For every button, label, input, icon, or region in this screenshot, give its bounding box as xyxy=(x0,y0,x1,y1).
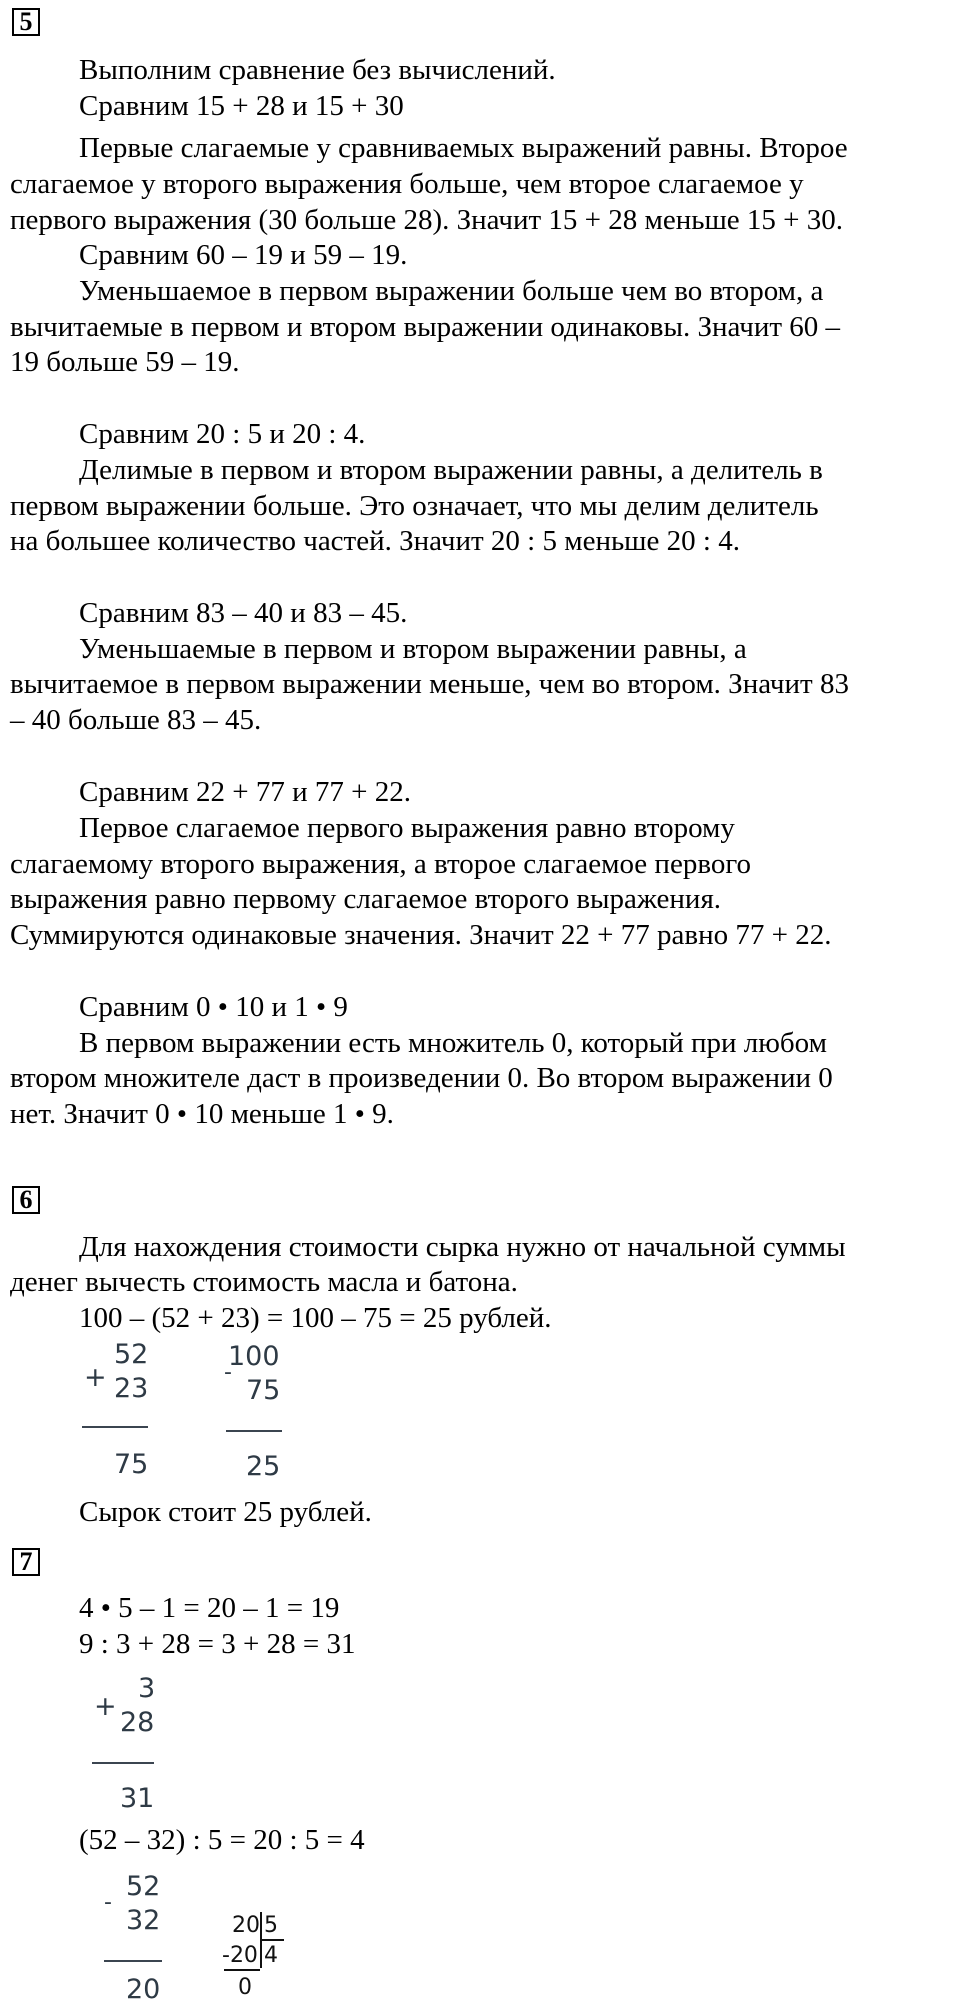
task-5-line: вычитаемое в первом выражении меньше, чем во втором. Значит 83 xyxy=(10,668,849,700)
task-5-line: Выполним сравнение без вычислений. xyxy=(79,54,556,86)
task-5-line: Суммируются одинаковые значения. Значит 22 + 77 равно 77 + 22. xyxy=(10,919,832,951)
task-6-line: денег вычесть стоимость масла и батона. xyxy=(10,1266,518,1298)
task-5-line: слагаемое у второго выражения больше, чем второе слагаемое у xyxy=(10,168,804,200)
sum-result: 31 xyxy=(120,1783,155,1814)
task-5-line: В первом выражении есть множитель 0, который при любом xyxy=(79,1027,827,1059)
minuend: 100 xyxy=(228,1341,280,1372)
plus-sign: + xyxy=(94,1691,117,1722)
sum-rule xyxy=(92,1762,154,1764)
task-5-line: втором множителе даст в произведении 0. Во втором выражении 0 xyxy=(10,1062,833,1094)
division-quotient: 4 xyxy=(264,1943,278,1968)
task-6-answer: Сырок стоит 25 рублей. xyxy=(79,1496,372,1528)
plus-sign: + xyxy=(84,1362,107,1393)
difference-result: 20 xyxy=(126,1974,161,2005)
task-5-line: Сравним 0 • 10 и 1 • 9 xyxy=(79,991,348,1023)
addend-top: 3 xyxy=(138,1673,156,1704)
division-quotient-bar xyxy=(260,1939,284,1941)
task-5-line: Первые слагаемые у сравниваемых выражений равны. Второе xyxy=(79,132,848,164)
task-5-line: Сравним 83 – 40 и 83 – 45. xyxy=(79,597,408,629)
task-5-line: Сравним 22 + 77 и 77 + 22. xyxy=(79,776,412,808)
task-5-line: слагаемому второго выражения, а второе слагаемое первого xyxy=(10,848,751,880)
task-5-line: Делимые в первом и втором выражении равны, а делитель в xyxy=(79,454,823,486)
task-5-line: Первое слагаемое первого выражения равно второму xyxy=(79,812,735,844)
division-remainder: 0 xyxy=(238,1975,252,2000)
task-7-number-badge: 7 xyxy=(12,1548,40,1576)
task-5-line: первом выражении больше. Это означает, что мы делим делитель xyxy=(10,490,819,522)
task-5-number-badge: 5 xyxy=(12,8,40,36)
division-subtrahend: -20 xyxy=(222,1943,258,1968)
addend-top: 52 xyxy=(114,1339,149,1370)
task-5-line: вычитаемые в первом и втором выражении одинаковы. Значит 60 – xyxy=(10,311,841,343)
task-6-number-badge: 6 xyxy=(12,1186,40,1214)
task-5-line: первого выражения (30 больше 28). Значит 15 + 28 меньше 15 + 30. xyxy=(10,204,844,236)
addend-bottom: 23 xyxy=(114,1373,149,1404)
task-6-line: 100 – (52 + 23) = 100 – 75 = 25 рублей. xyxy=(79,1302,552,1334)
task-5-line: на большее количество частей. Значит 20 : 5 меньше 20 : 4. xyxy=(10,525,740,557)
task-5-line: Сравним 20 : 5 и 20 : 4. xyxy=(79,418,366,450)
division-divisor: 5 xyxy=(264,1913,278,1938)
sum-rule xyxy=(82,1426,148,1428)
task-5-line: 19 больше 59 – 19. xyxy=(10,346,240,378)
difference-rule xyxy=(104,1960,162,1962)
minus-sign: - xyxy=(224,1360,232,1385)
task-5-line: выражения равно первому слагаемое второго выражения. xyxy=(10,883,722,915)
sum-result: 75 xyxy=(114,1449,149,1480)
task-7-line: 9 : 3 + 28 = 3 + 28 = 31 xyxy=(79,1628,356,1660)
difference-rule xyxy=(226,1430,282,1432)
task-5-line: Уменьшаемые в первом и втором выражении равны, а xyxy=(79,633,747,665)
minuend: 52 xyxy=(126,1871,161,1902)
subtrahend: 32 xyxy=(126,1905,161,1936)
division-dividend: 20 xyxy=(232,1913,260,1938)
task-7-line: (52 – 32) : 5 = 20 : 5 = 4 xyxy=(79,1824,365,1856)
task-5-line: Уменьшаемое в первом выражении больше чем во втором, а xyxy=(79,275,824,307)
task-5-line: Сравним 60 – 19 и 59 – 19. xyxy=(79,239,408,271)
division-rule xyxy=(224,1969,260,1971)
addend-bottom: 28 xyxy=(120,1707,155,1738)
task-5-line: – 40 больше 83 – 45. xyxy=(10,704,262,736)
task-7-line: 4 • 5 – 1 = 20 – 1 = 19 xyxy=(79,1592,340,1624)
difference-result: 25 xyxy=(246,1451,281,1482)
task-5-line: нет. Значит 0 • 10 меньше 1 • 9. xyxy=(10,1098,394,1130)
minus-sign: - xyxy=(104,1890,112,1915)
subtrahend: 75 xyxy=(246,1375,281,1406)
task-6-line: Для нахождения стоимости сырка нужно от начальной суммы xyxy=(79,1231,846,1263)
task-5-line: Сравним 15 + 28 и 15 + 30 xyxy=(79,90,404,122)
